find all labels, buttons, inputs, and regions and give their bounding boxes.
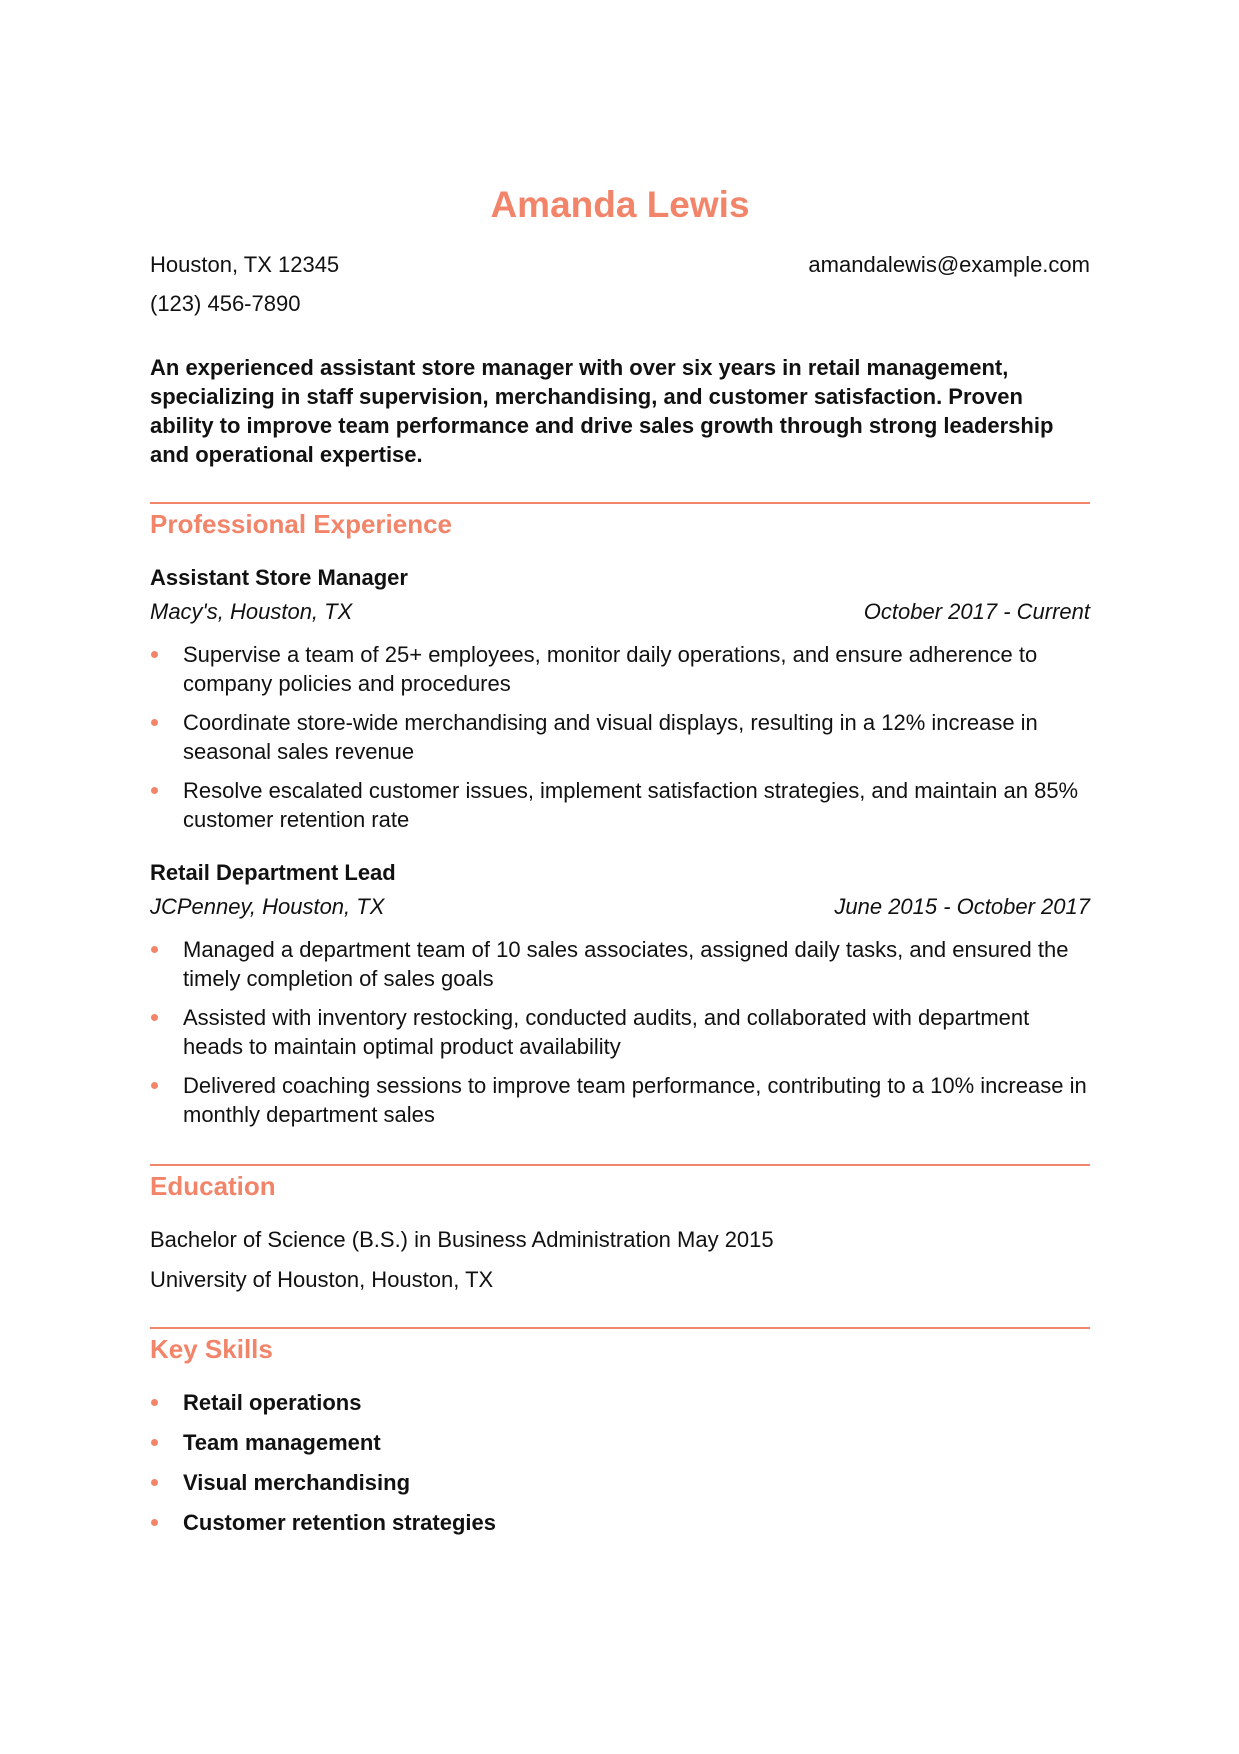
job-company: Macy's, Houston, TX — [150, 599, 353, 624]
section-divider — [150, 502, 1090, 504]
section-title-skills: Key Skills — [150, 1334, 273, 1364]
job-dates: October 2017 - Current — [863, 599, 1090, 624]
list-item: Managed a department team of 10 sales associates, assigned daily tasks, and ensured the timely completion of sales goals — [150, 935, 1090, 993]
bullet-dot-icon — [151, 1519, 158, 1526]
contact-row-2 — [150, 290, 1090, 318]
contact-row-1 — [150, 251, 1090, 279]
bullet-dot-icon — [151, 651, 158, 658]
job-title: Retail Department Lead — [150, 860, 396, 885]
contact-phone: (123) 456-7890 — [150, 291, 301, 316]
contact-location: Houston, TX 12345 — [150, 252, 340, 277]
bullet-dot-icon — [151, 1439, 158, 1446]
section-title-education: Education — [150, 1171, 276, 1201]
list-item: Assisted with inventory restocking, conducted audits, and collaborated with department heads to maintain optimal product availability — [150, 1003, 1090, 1061]
resume-name: Amanda Lewis — [490, 184, 750, 225]
section-divider — [150, 1327, 1090, 1329]
skill-item: Customer retention strategies — [150, 1508, 1090, 1537]
list-item: Resolve escalated customer issues, implement satisfaction strategies, and maintain an 85% customer retention rate — [150, 776, 1090, 834]
summary-paragraph: An experienced assistant store manager with over six years in retail management, specializing in staff supervision, merchandising, and customer satisfaction. Proven ability to improve team performance and drive sales growth through strong leadership and operational expertise. — [150, 355, 1054, 467]
education-school: University of Houston, Houston, TX — [150, 1267, 494, 1292]
job-dates: June 2015 - October 2017 — [834, 894, 1090, 919]
job-bullet-list — [150, 640, 1090, 844]
skill-item: Team management — [150, 1428, 1090, 1457]
list-item: Supervise a team of 25+ employees, monitor daily operations, and ensure adherence to company policies and procedures — [150, 640, 1090, 698]
bullet-dot-icon — [151, 946, 158, 953]
section-title-experience: Professional Experience — [150, 509, 453, 539]
bullet-dot-icon — [151, 1082, 158, 1089]
list-item: Coordinate store-wide merchandising and visual displays, resulting in a 12% increase in seasonal sales revenue — [150, 708, 1090, 766]
section-divider — [150, 1164, 1090, 1166]
skill-item: Visual merchandising — [150, 1468, 1090, 1497]
bullet-dot-icon — [151, 719, 158, 726]
bullet-dot-icon — [151, 1399, 158, 1406]
contact-email: amandalewis@example.com — [808, 252, 1090, 277]
job-title: Assistant Store Manager — [150, 565, 408, 590]
skills-list — [150, 1388, 1090, 1548]
job-company: JCPenney, Houston, TX — [150, 894, 385, 919]
job-bullet-list — [150, 935, 1090, 1139]
job-meta — [150, 893, 1090, 921]
list-item: Delivered coaching sessions to improve team performance, contributing to a 10% increase in monthly department sales — [150, 1071, 1090, 1129]
bullet-dot-icon — [151, 1014, 158, 1021]
bullet-dot-icon — [151, 787, 158, 794]
education-degree: Bachelor of Science (B.S.) in Business Administration May 2015 — [150, 1227, 774, 1252]
job-meta — [150, 598, 1090, 626]
skill-item: Retail operations — [150, 1388, 1090, 1417]
bullet-dot-icon — [151, 1479, 158, 1486]
